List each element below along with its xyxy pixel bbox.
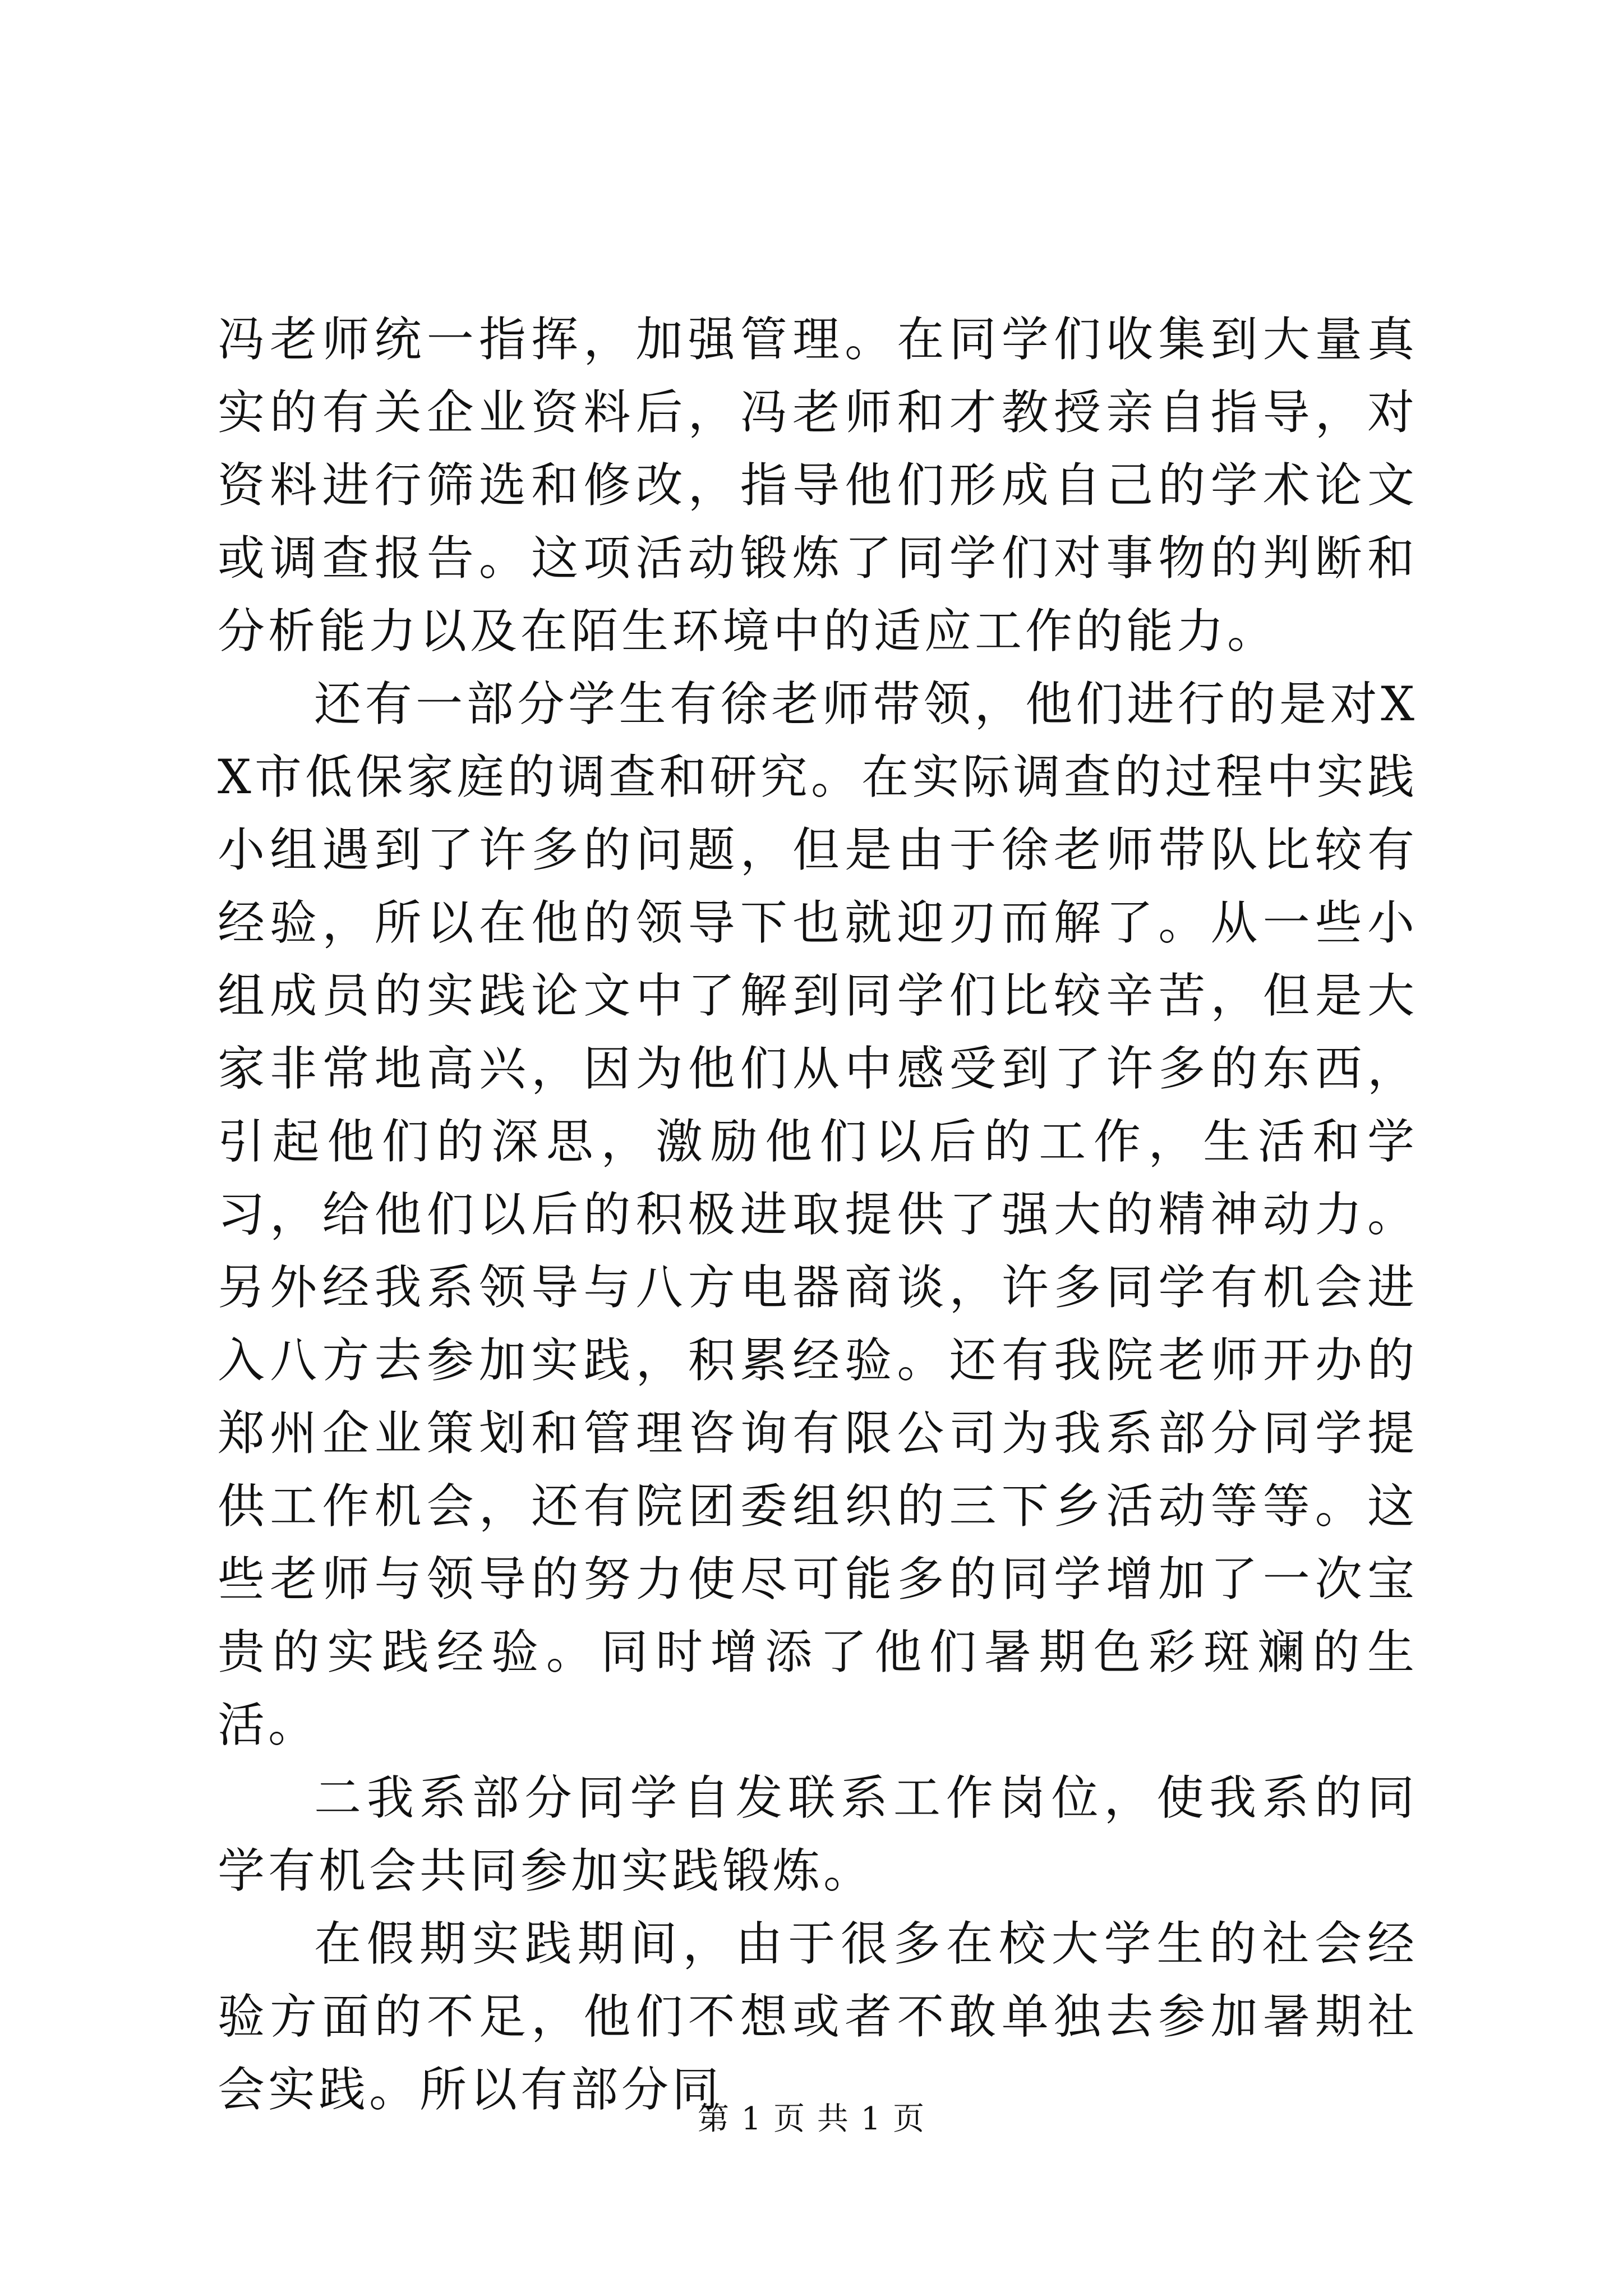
- paragraph-section-two-heading: 二我系部分同学自发联系工作岗位，使我系的同学有机会共同参加实践锻炼。: [218, 1770, 1418, 1898]
- paragraph-continued: 冯老师统一指挥，加强管理。在同学们收集到大量真实的有关企业资料后，冯老师和才教授亲自指导，对资料进行筛选和修改，指导他们形成自己的学术论文或调查报告。这项活动锻炼了同学们对事物的判断和分析能力以及在陌生环境中的适应工作的能力。: [218, 312, 1418, 659]
- page-footer: 第 1 页 共 1 页: [697, 2101, 926, 2137]
- document-body: [218, 303, 1418, 2126]
- paragraph-xu-team: 还有一部分学生有徐老师带领，他们进行的是对XX市低保家庭的调查和研究。在实际调查的过程中实践小组遇到了许多的问题，但是由于徐老师带队比较有经验，所以在他的领导下也就迎刃而解了。从一些小组成员的实践论文中了解到同学们比较辛苦，但是大家非常地高兴，因为他们从中感受到了许多的东西，引起他们的深思，激励他们以后的工作，生活和学习，给他们以后的积极进取提供了强大的精神动力。另外经我系领导与八方电器商谈，许多同学有机会进入八方去参加实践，积累经验。还有我院老师开办的郑州企业策划和管理咨询有限公司为我系部分同学提供工作机会，还有院团委组织的三下乡活动等等。这些老师与领导的努力使尽可能多的同学增加了一次宝贵的实践经验。同时增添了他们暑期色彩斑斓的生活。: [218, 677, 1418, 1752]
- paragraph-vacation-practice: 在假期实践期间，由于很多在校大学生的社会经验方面的不足，他们不想或者不敢单独去参加暑期社会实践。所以有部分同: [218, 1916, 1418, 2117]
